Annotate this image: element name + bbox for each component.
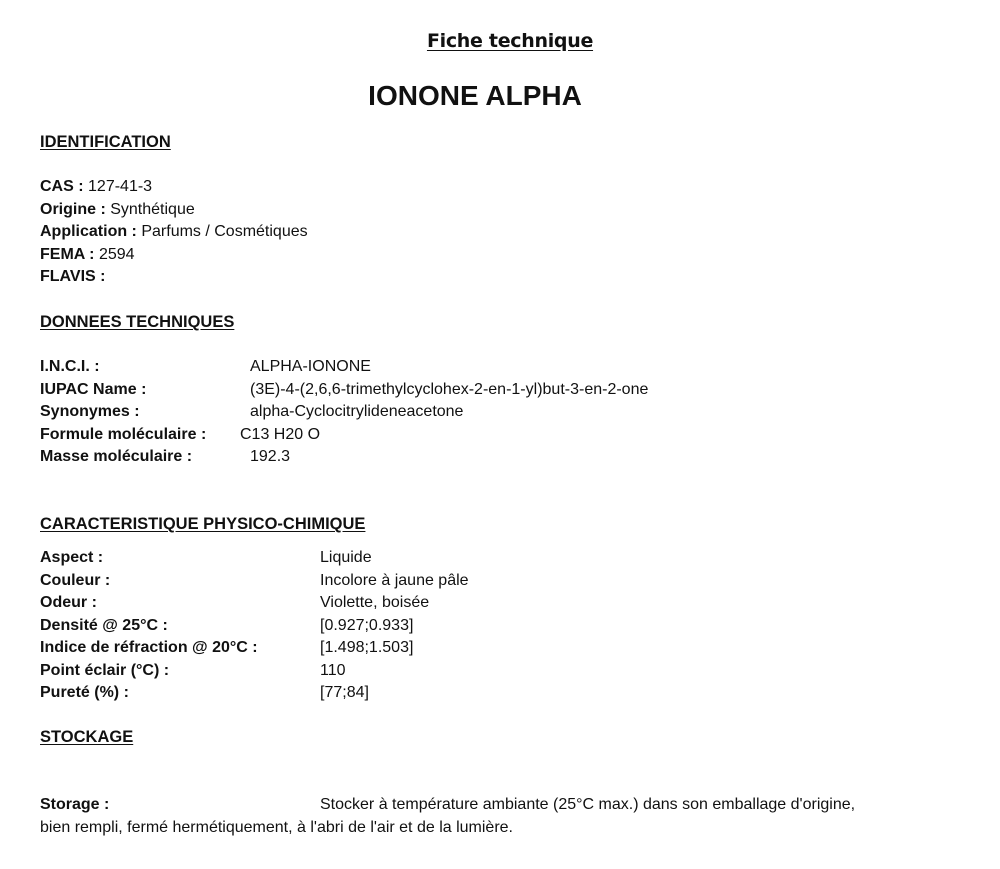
field-value: 110 bbox=[320, 661, 346, 679]
field-row-odeur bbox=[40, 592, 430, 615]
field-value: 127-41-3 bbox=[88, 178, 153, 195]
field-label: Storage : bbox=[40, 796, 110, 813]
field-row-densite bbox=[40, 615, 414, 638]
field-row-cas bbox=[40, 176, 308, 199]
field-label: Masse moléculaire : bbox=[40, 448, 193, 465]
field-value: (3E)-4-(2,6,6-trimethylcyclohex-2-en-1-yl)but-3-en-2-one bbox=[250, 380, 649, 398]
field-value: ALPHA-IONONE bbox=[250, 358, 371, 375]
field-row-point-eclair bbox=[40, 660, 346, 683]
field-label: Indice de réfraction @ 20°C : bbox=[40, 639, 258, 656]
field-value: Synthétique bbox=[110, 200, 195, 218]
field-row-aspect bbox=[40, 547, 372, 570]
storage-row bbox=[40, 794, 856, 817]
product-title: IONONE ALPHA bbox=[368, 80, 582, 111]
field-label: Odeur : bbox=[40, 594, 97, 611]
field-row-origine bbox=[40, 199, 308, 222]
stockage-block bbox=[40, 794, 856, 839]
field-label: Formule moléculaire : bbox=[40, 425, 207, 443]
field-label: Origine : bbox=[40, 200, 106, 218]
field-row-synonymes bbox=[40, 401, 464, 424]
field-label: Aspect : bbox=[40, 549, 104, 566]
field-value: Liquide bbox=[320, 549, 372, 566]
field-label: Application : bbox=[40, 223, 137, 240]
field-value: [1.498;1.503] bbox=[320, 639, 414, 656]
field-label: I.N.C.I. : bbox=[40, 358, 100, 375]
field-label: Point éclair (°C) : bbox=[40, 661, 170, 679]
section-heading-stockage: STOCKAGE bbox=[40, 728, 134, 746]
field-row-inci bbox=[40, 356, 371, 379]
caracteristique-block bbox=[40, 547, 469, 705]
identification-block bbox=[40, 176, 308, 289]
field-value: C13 H20 O bbox=[240, 425, 321, 443]
donnees-techniques-block bbox=[40, 356, 649, 469]
field-value: Incolore à jaune pâle bbox=[320, 571, 469, 589]
field-row-flavis bbox=[40, 266, 308, 289]
section-heading-donnees-techniques: DONNEES TECHNIQUES bbox=[40, 313, 235, 331]
field-value: Violette, boisée bbox=[320, 594, 430, 611]
field-row-application bbox=[40, 221, 308, 244]
field-value: 2594 bbox=[98, 245, 135, 263]
field-label: Synonymes : bbox=[40, 403, 140, 420]
field-row-formule-moleculaire bbox=[40, 424, 321, 447]
field-label: FLAVIS : bbox=[40, 268, 106, 285]
field-label: Pureté (%) : bbox=[40, 684, 129, 701]
field-row-indice-refraction bbox=[40, 637, 414, 660]
field-row-couleur bbox=[40, 570, 469, 593]
field-label: Couleur : bbox=[40, 571, 111, 589]
field-row-iupac-name bbox=[40, 379, 649, 402]
storage-value-continuation: bien rempli, fermé hermétiquement, à l'abri de l'air et de la lumière. bbox=[40, 818, 513, 836]
field-row-fema bbox=[40, 244, 308, 267]
section-heading-caracteristique: CARACTERISTIQUE PHYSICO-CHIMIQUE bbox=[40, 515, 366, 533]
field-value: [77;84] bbox=[320, 684, 369, 701]
field-row-masse-moleculaire bbox=[40, 446, 291, 469]
field-value: [0.927;0.933] bbox=[320, 616, 414, 634]
field-row-purete bbox=[40, 682, 369, 705]
field-value: Stocker à température ambiante (25°C max.) dans son emballage d'origine, bbox=[320, 796, 856, 813]
field-label: Densité @ 25°C : bbox=[40, 616, 168, 634]
document-subtitle: Fiche technique bbox=[426, 30, 594, 52]
field-value: alpha-Cyclocitrylideneacetone bbox=[250, 403, 464, 420]
field-value: Parfums / Cosmétiques bbox=[141, 223, 308, 240]
field-label: FEMA : bbox=[40, 245, 95, 263]
field-value: 192.3 bbox=[250, 448, 291, 465]
section-heading-identification: IDENTIFICATION bbox=[40, 133, 171, 151]
field-label: CAS : bbox=[40, 178, 84, 195]
field-label: IUPAC Name : bbox=[40, 380, 147, 398]
